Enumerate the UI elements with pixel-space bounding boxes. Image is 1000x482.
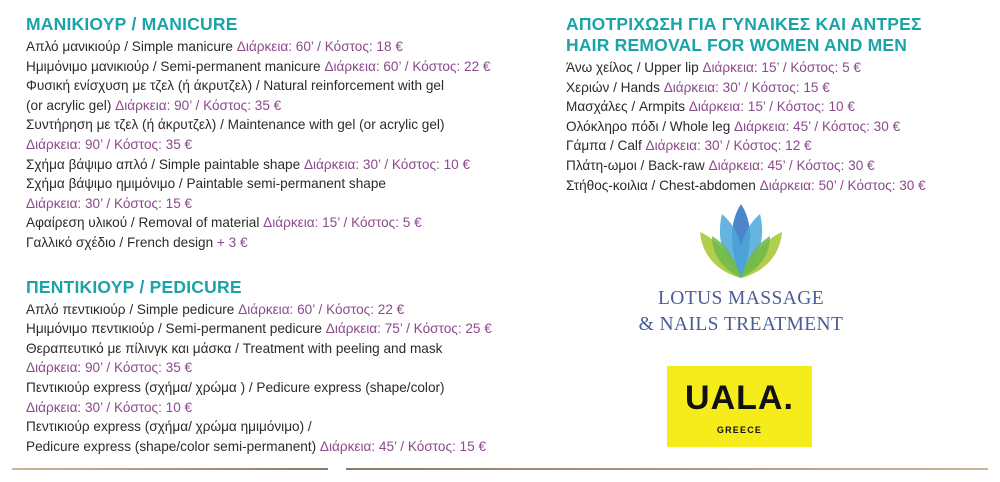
service-line [566,136,986,156]
hair-removal-heading-en: HAIR REMOVAL FOR WOMEN AND MEN [566,35,908,55]
service-name: Pedicure express (shape/color semi-permanent) [26,438,320,454]
service-duration-price: Διάρκεια: 45’ / Κόστος: 15 € [319,438,487,454]
service-name: Μασχάλες / Armpits [566,99,689,115]
service-line [26,76,526,96]
service-line [26,37,526,57]
service-line [566,58,986,78]
service-duration-price: Διάρκεια: 30’ / Κόστος: 15 € [26,195,193,211]
service-duration-price: Διάρκεια: 90’ / Κόστος: 35 € [26,360,193,376]
service-name: Σχήμα βάψιμο ημιμόνιμο / Paintable semi-permanent shape [26,176,386,192]
service-line [26,398,526,418]
service-name: Άνω χείλος / Upper lip [566,60,703,75]
service-duration-price: Διάρκεια: 60’ / Κόστος: 22 € [238,301,405,317]
service-name: Πεντικιούρ express (σχήμα/ χρώμα ημιμόνιμο) / [26,419,312,435]
uala-wordmark: UALA. [685,379,794,417]
service-name: Γαλλικό σχέδιο / French design [26,234,217,250]
service-duration-price: Διάρκεια: 50’ / Κόστος: 30 € [759,177,926,193]
service-duration-price: Διάρκεια: 60’ / Κόστος: 22 € [324,58,491,74]
brand-name [606,286,876,338]
service-line [26,115,526,135]
service-duration-price: + 3 € [216,234,248,250]
service-name: Απλό μανικιούρ / Simple manicure [26,39,237,54]
manicure-heading: ΜΑΝΙΚΙΟΥΡ / MANICURE [26,14,238,34]
service-duration-price: Διάρκεια: 15’ / Κόστος: 10 € [688,99,855,115]
right-column [566,14,986,219]
brand-line-2: & NAILS TREATMENT [638,314,844,335]
service-duration-price: Διάρκεια: 30’ / Κόστος: 10 € [26,399,193,415]
service-line [26,194,526,214]
service-line [26,174,526,194]
service-duration-price: Διάρκεια: 90’ / Κόστος: 35 € [115,97,282,113]
service-line [26,358,526,378]
pedicure-heading: ΠΕΝΤΙΚΙΟΥΡ / PEDICURE [26,276,242,297]
service-line [26,339,526,359]
service-line [566,117,986,137]
service-duration-price: Διάρκεια: 30’ / Κόστος: 12 € [645,138,812,154]
service-duration-price: Διάρκεια: 15’ / Κόστος: 5 € [702,60,861,75]
service-name: Αφαίρεση υλικού / Removal of material [26,215,264,231]
pedicure-section [26,277,526,457]
bottom-divider-left [12,468,328,470]
brand-line-1: LOTUS MASSAGE [657,288,825,309]
service-name: (or acrylic gel) [26,97,116,113]
hair-removal-list [566,58,986,195]
service-name: Ημιμόνιμο πεντικιούρ / Semi-permanent pedicure [26,321,326,337]
service-name: Συντήρηση με τζελ (ή άκρυτζελ) / Maintenance with gel (or acrylic gel) [26,117,445,133]
service-duration-price: Διάρκεια: 30’ / Κόστος: 10 € [303,156,471,172]
uala-logo[interactable] [667,366,812,447]
service-name: Φυσική ενίσχυση με τζελ (ή άκρυτζελ) / Natural reinforcement with gel [26,78,445,94]
service-name: Στήθος-κοιλια / Chest-abdomen [566,177,760,193]
bottom-divider-right [346,468,988,470]
service-duration-price: Διάρκεια: 45’ / Κόστος: 30 € [708,157,875,173]
service-line [26,319,526,339]
service-duration-price: Διάρκεια: 60’ / Κόστος: 18 € [236,39,403,54]
manicure-section [26,14,526,253]
hair-removal-heading-gr: ΑΠΟΤΡΙΧΩΣΗ ΓΙΑ ΓΥΝΑΙΚΕΣ ΚΑΙ ΑΝΤΡΕΣ [566,14,922,34]
service-name: Ημιμόνιμο μανικιούρ / Semi-permanent manicure [26,58,325,74]
service-duration-price: Διάρκεια: 90’ / Κόστος: 35 € [26,136,193,152]
service-name: Χεριών / Hands [566,79,664,95]
service-name: Απλό πεντικιούρ / Simple pedicure [26,301,239,317]
service-line [26,417,526,437]
service-duration-price: Διάρκεια: 30’ / Κόστος: 15 € [663,79,830,95]
service-line [26,378,526,398]
service-name: Πεντικιούρ express (σχήμα/ χρώμα ) / Pedicure express (shape/color) [26,379,445,395]
service-line [566,176,986,196]
service-line [566,78,986,98]
service-name: Σχήμα βάψιμο απλό / Simple paintable shape [26,156,304,172]
service-line [26,155,526,175]
service-line [26,437,526,457]
service-duration-price: Διάρκεια: 45’ / Κόστος: 30 € [734,118,901,134]
hair-removal-section [566,14,986,195]
uala-country-label: GREECE [716,425,763,435]
service-name: Γάμπα / Calf [566,138,646,154]
service-line [26,135,526,155]
service-line [566,97,986,117]
service-name: Θεραπευτικό με πίλινγκ και μάσκα / Treatment with peeling and mask [26,340,443,356]
manicure-list [26,37,526,253]
service-line [566,156,986,176]
pedicure-list [26,300,526,457]
service-line [26,57,526,77]
service-name: Ολόκληρο πόδι / Whole leg [566,118,735,134]
left-column [26,14,526,480]
service-line [26,96,526,116]
service-name: Πλάτη-ωμοι / Back-raw [566,157,709,173]
service-duration-price: Διάρκεια: 75’ / Κόστος: 25 € [325,321,492,337]
service-line [26,300,526,320]
service-line [26,233,526,253]
service-duration-price: Διάρκεια: 15’ / Κόστος: 5 € [263,215,422,231]
service-line [26,213,526,233]
lotus-flower-icon [696,200,786,282]
